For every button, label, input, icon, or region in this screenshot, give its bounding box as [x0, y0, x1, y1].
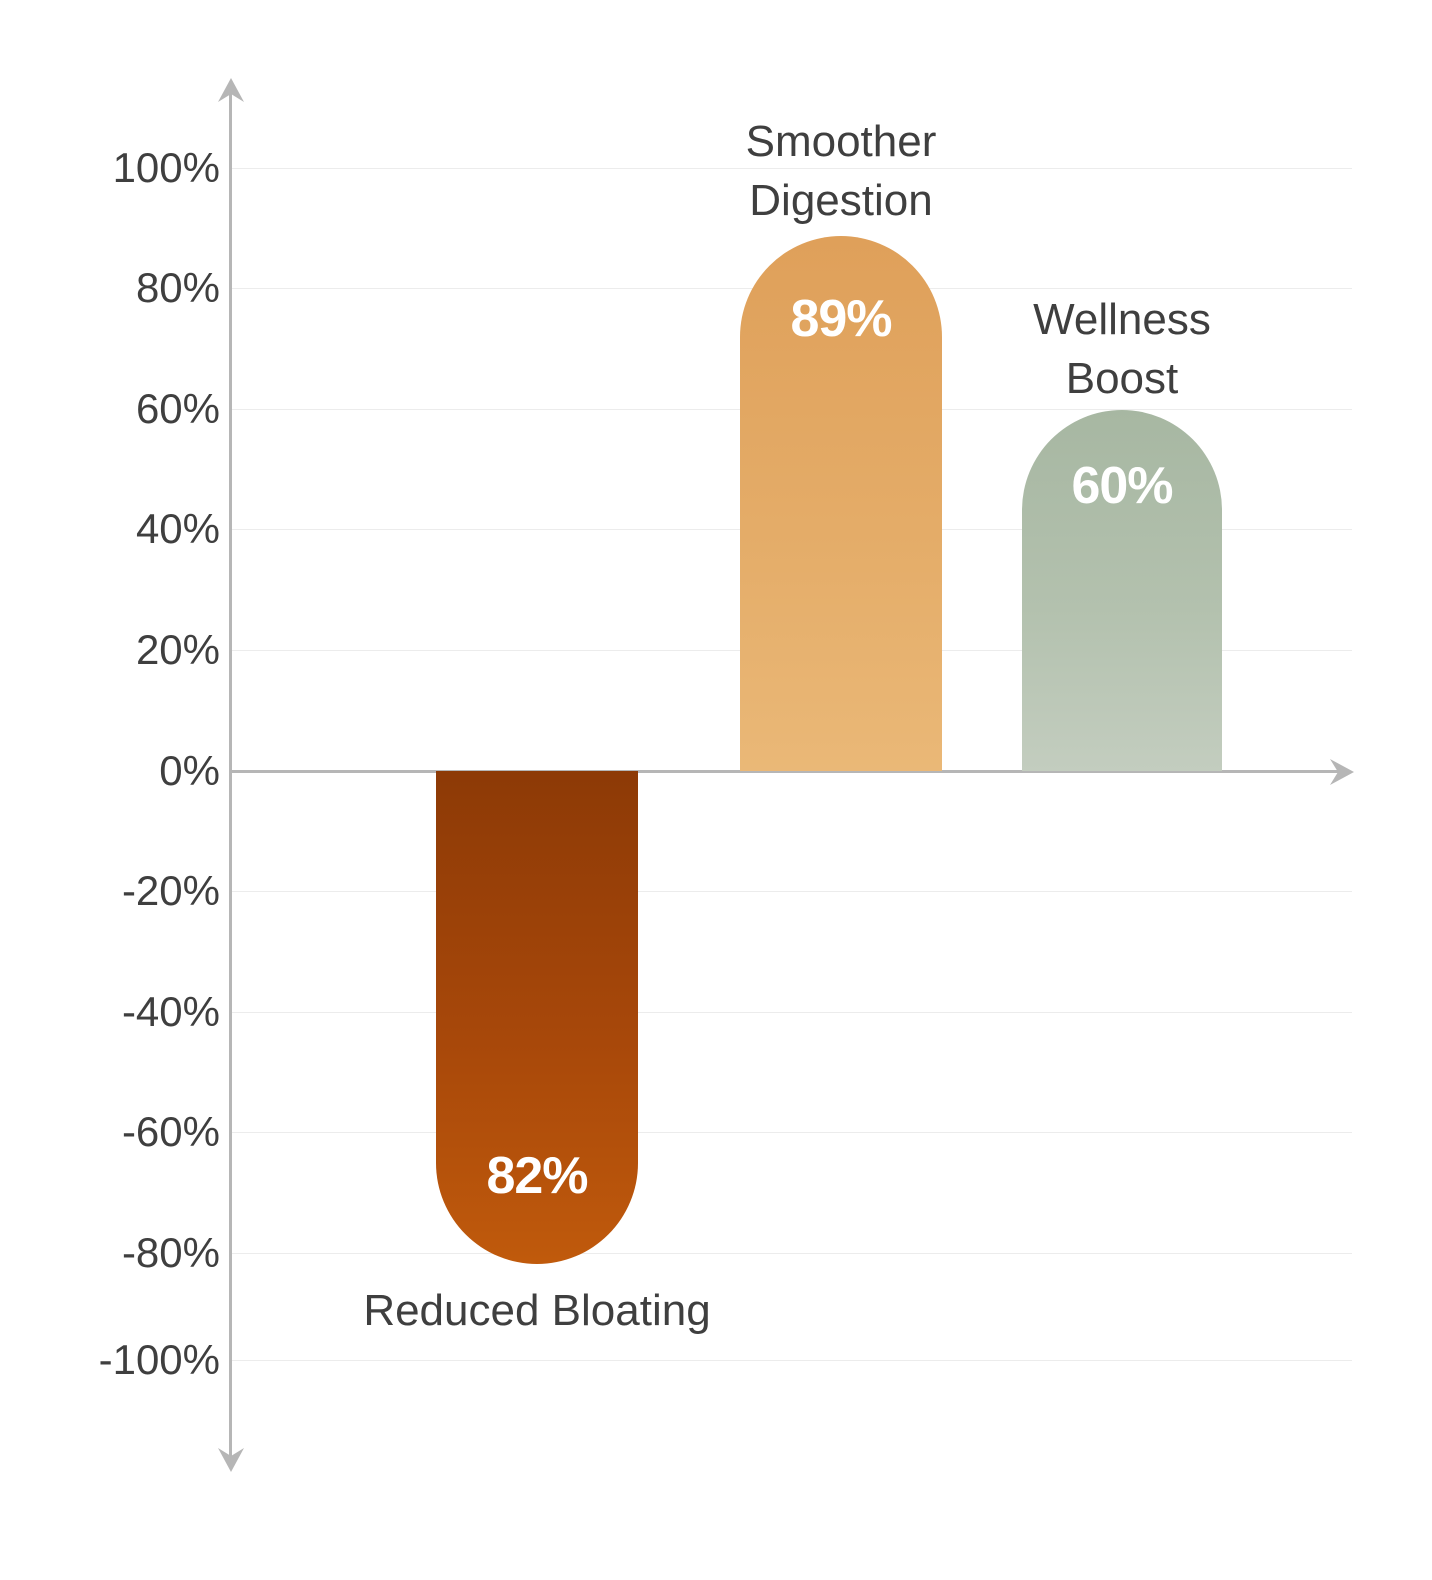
- y-axis-tick-label: -20%: [121, 867, 220, 914]
- y-axis-tick-label: -40%: [121, 988, 220, 1035]
- gridline-neg40: [230, 1012, 1352, 1013]
- gridline-neg20: [230, 891, 1352, 892]
- y-axis-tick-label: -80%: [121, 1229, 220, 1276]
- bar-data-label-wellness-boost: 60%: [1071, 457, 1173, 515]
- gridline-neg60: [230, 1132, 1352, 1133]
- y-axis-tick-label: 0%: [159, 747, 220, 794]
- y-axis-tick-label: 60%: [135, 385, 220, 432]
- gridline-neg80: [230, 1253, 1352, 1254]
- bar-category-label-line1: Smoother: [745, 117, 937, 166]
- bar-category-label-line1: Wellness: [1033, 295, 1211, 344]
- bar-data-label-smoother-digestion: 89%: [790, 290, 892, 348]
- bar-category-label-smoother-digestion: [661, 112, 1021, 231]
- bar-category-label-reduced-bloating: Reduced Bloating: [363, 1286, 711, 1335]
- bar-category-label-wellness-boost: [942, 290, 1302, 409]
- x-axis-arrow-right-icon: [1326, 757, 1356, 787]
- bar-data-label-reduced-bloating: 82%: [486, 1147, 588, 1205]
- bar-category-label-line2: Boost: [1065, 354, 1179, 404]
- y-axis-tick-label: 20%: [135, 626, 220, 673]
- y-axis-arrow-up-icon: [215, 76, 247, 104]
- bar-category-label-line2: Digestion: [749, 176, 933, 226]
- y-axis-arrow-down-icon: [215, 1446, 247, 1474]
- y-axis-tick-label: -100%: [98, 1336, 220, 1383]
- y-axis-tick-label: 80%: [135, 264, 220, 311]
- gridline-neg100: [230, 1360, 1352, 1361]
- bar-value-wellness-boost: [1022, 410, 1023, 411]
- y-axis-tick-label: -60%: [121, 1108, 220, 1155]
- bar-value-reduced-bloating: [436, 771, 437, 772]
- bar-value-smoother-digestion: [740, 236, 741, 237]
- y-axis-tick-label: 100%: [112, 144, 220, 191]
- y-axis-tick-label: 40%: [135, 505, 220, 552]
- y-axis-line: [229, 86, 232, 1464]
